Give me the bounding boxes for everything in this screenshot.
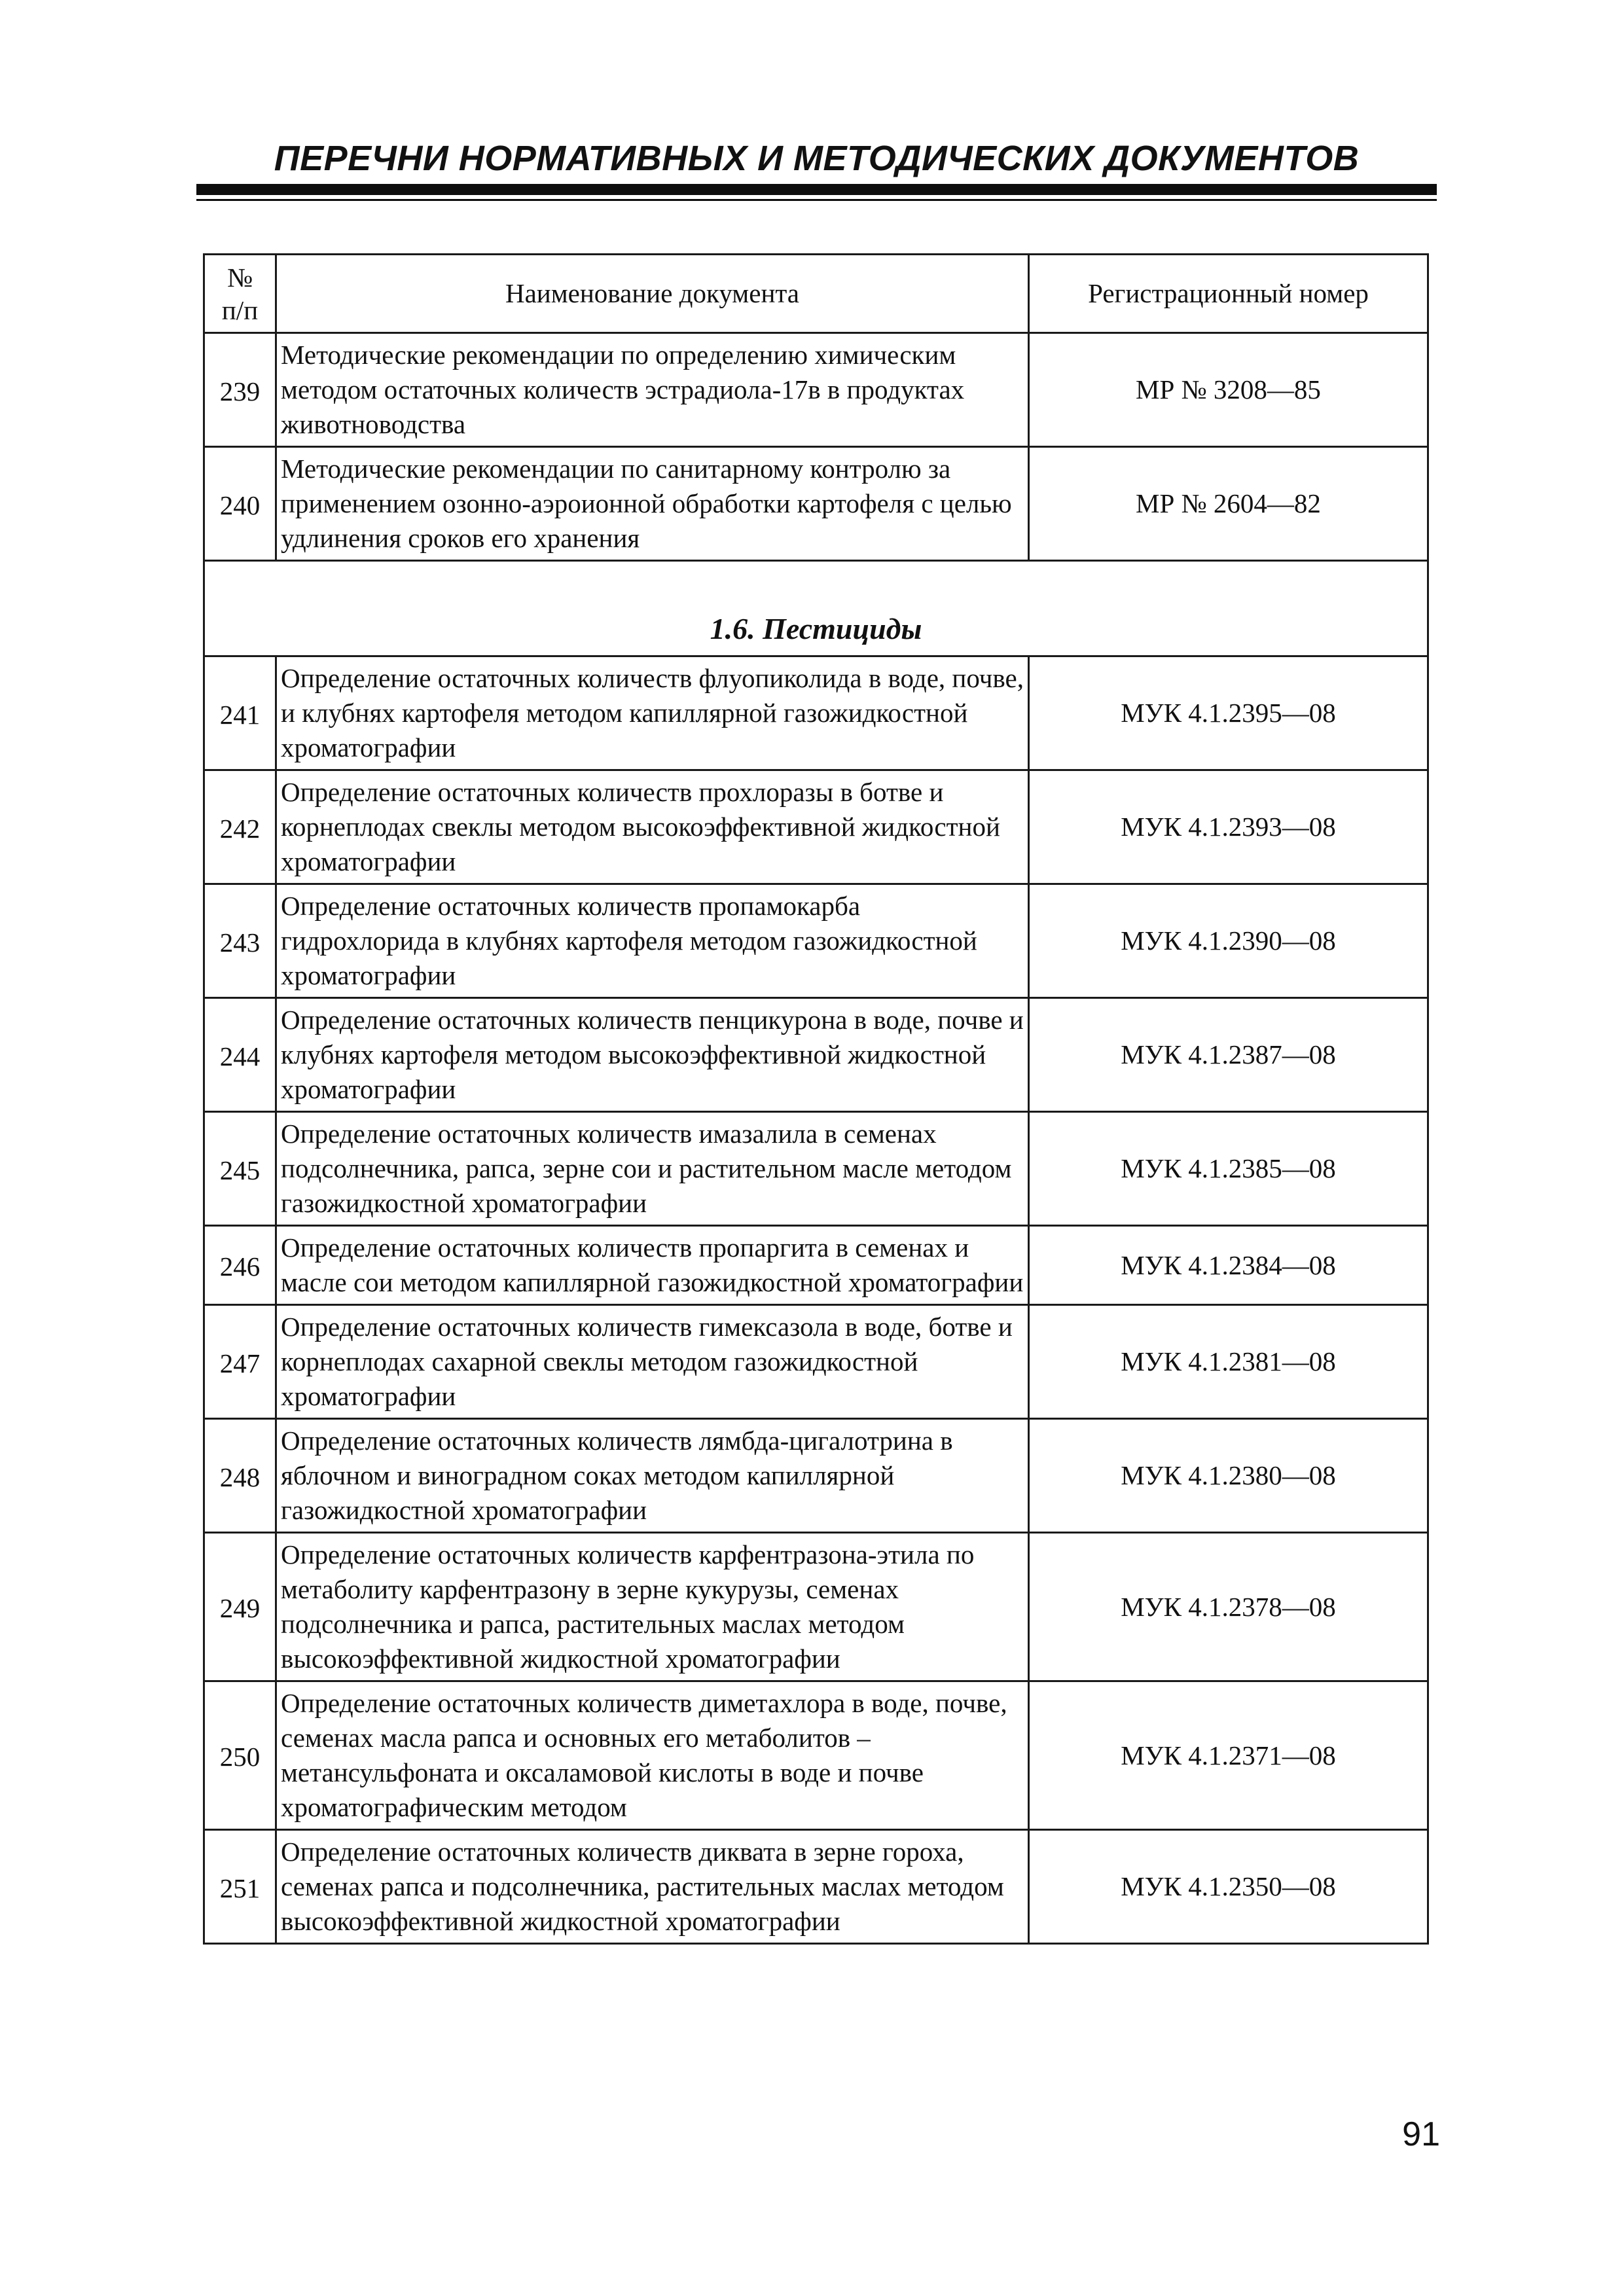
documents-table bbox=[203, 253, 1429, 1945]
table-row bbox=[204, 1226, 1428, 1305]
row-number: 246 bbox=[204, 1226, 276, 1305]
row-number: 244 bbox=[204, 998, 276, 1112]
registration-number: МУК 4.1.2378—08 bbox=[1029, 1533, 1428, 1681]
registration-number: МР № 2604—82 bbox=[1029, 447, 1428, 561]
document-name: Определение остаточных количеств карфентразона-этила по метаболиту карфентразону в зерне кукурузы, семенах подсолнечника и рапса, растительных маслах методом высокоэффективной жидкостной хроматографии bbox=[276, 1533, 1029, 1681]
document-name: Определение остаточных количеств прохлоразы в ботве и корнеплодах свеклы методом высокоэффективной жидкостной хроматографии bbox=[276, 770, 1029, 884]
document-name: Определение остаточных количеств пенцикурона в воде, почве и клубнях картофеля методом высокоэффективной жидкостной хроматографии bbox=[276, 998, 1029, 1112]
document-name: Определение остаточных количеств диметахлора в воде, почве, семенах масла рапса и основных его метаболитов – метансульфоната и оксаламовой кислоты в воде и почве хроматографическим методом bbox=[276, 1681, 1029, 1830]
section-row bbox=[204, 561, 1428, 656]
registration-number: МУК 4.1.2350—08 bbox=[1029, 1830, 1428, 1944]
document-name: Определение остаточных количеств пропаргита в семенах и масле сои методом капиллярной газожидкостной хроматографии bbox=[276, 1226, 1029, 1305]
registration-number: МУК 4.1.2393—08 bbox=[1029, 770, 1428, 884]
registration-number: МУК 4.1.2395—08 bbox=[1029, 656, 1428, 770]
section-title: 1.6. Пестициды bbox=[204, 561, 1428, 656]
registration-number: МУК 4.1.2381—08 bbox=[1029, 1305, 1428, 1419]
table-row bbox=[204, 333, 1428, 447]
row-number: 245 bbox=[204, 1112, 276, 1226]
page-header bbox=[196, 141, 1437, 201]
page-title: ПЕРЕЧНИ НОРМАТИВНЫХ И МЕТОДИЧЕСКИХ ДОКУМЕНТОВ bbox=[274, 139, 1360, 178]
row-number: 243 bbox=[204, 884, 276, 998]
document-name: Определение остаточных количеств имазалила в семенах подсолнечника, рапса, зерне сои и растительном масле методом газожидкостной хроматографии bbox=[276, 1112, 1029, 1226]
document-name: Определение остаточных количеств диквата в зерне гороха, семенах рапса и подсолнечника, растительных маслах методом высокоэффективной жидкостной хроматографии bbox=[276, 1830, 1029, 1944]
table-row bbox=[204, 656, 1428, 770]
table-row bbox=[204, 998, 1428, 1112]
registration-number: МР № 3208—85 bbox=[1029, 333, 1428, 447]
column-header-number-line1: № bbox=[226, 262, 253, 293]
row-number: 250 bbox=[204, 1681, 276, 1830]
table-row bbox=[204, 1419, 1428, 1533]
column-header-number bbox=[204, 255, 276, 333]
table-row bbox=[204, 1112, 1428, 1226]
column-header-reg-number: Регистрационный номер bbox=[1029, 255, 1428, 333]
row-number: 241 bbox=[204, 656, 276, 770]
table-row bbox=[204, 1533, 1428, 1681]
registration-number: МУК 4.1.2380—08 bbox=[1029, 1419, 1428, 1533]
row-number: 239 bbox=[204, 333, 276, 447]
table-row bbox=[204, 884, 1428, 998]
table-header-row bbox=[204, 255, 1428, 333]
document-name: Определение остаточных количеств лямбда-цигалотрина в яблочном и виноградном соках методом капиллярной газожидкостной хроматографии bbox=[276, 1419, 1029, 1533]
row-number: 248 bbox=[204, 1419, 276, 1533]
document-name: Определение остаточных количеств флуопиколида в воде, почве, и клубнях картофеля методом капиллярной газожидкостной хроматографии bbox=[276, 656, 1029, 770]
registration-number: МУК 4.1.2385—08 bbox=[1029, 1112, 1428, 1226]
table-row bbox=[204, 447, 1428, 561]
row-number: 242 bbox=[204, 770, 276, 884]
row-number: 251 bbox=[204, 1830, 276, 1944]
registration-number: МУК 4.1.2390—08 bbox=[1029, 884, 1428, 998]
header-rule-thick bbox=[196, 184, 1437, 195]
row-number: 247 bbox=[204, 1305, 276, 1419]
document-name: Методические рекомендации по определению химическим методом остаточных количеств эстрадиола-17в в продуктах животноводства bbox=[276, 333, 1029, 447]
row-number: 240 bbox=[204, 447, 276, 561]
table-row bbox=[204, 770, 1428, 884]
registration-number: МУК 4.1.2371—08 bbox=[1029, 1681, 1428, 1830]
header-rule-thin bbox=[196, 199, 1437, 201]
table-row bbox=[204, 1830, 1428, 1944]
document-name: Определение остаточных количеств пропамокарба гидрохлорида в клубнях картофеля методом газожидкостной хроматографии bbox=[276, 884, 1029, 998]
registration-number: МУК 4.1.2384—08 bbox=[1029, 1226, 1428, 1305]
column-header-number-line2: п/п bbox=[221, 295, 259, 325]
table-row bbox=[204, 1681, 1428, 1830]
registration-number: МУК 4.1.2387—08 bbox=[1029, 998, 1428, 1112]
document-name: Определение остаточных количеств гимексазола в воде, ботве и корнеплодах сахарной свеклы методом газожидкостной хроматографии bbox=[276, 1305, 1029, 1419]
row-number: 249 bbox=[204, 1533, 276, 1681]
document-name: Методические рекомендации по санитарному контролю за применением озонно-аэроионной обработки картофеля с целью удлинения сроков его хранения bbox=[276, 447, 1029, 561]
page-number: 91 bbox=[1402, 2115, 1440, 2153]
column-header-name: Наименование документа bbox=[276, 255, 1029, 333]
table-row bbox=[204, 1305, 1428, 1419]
